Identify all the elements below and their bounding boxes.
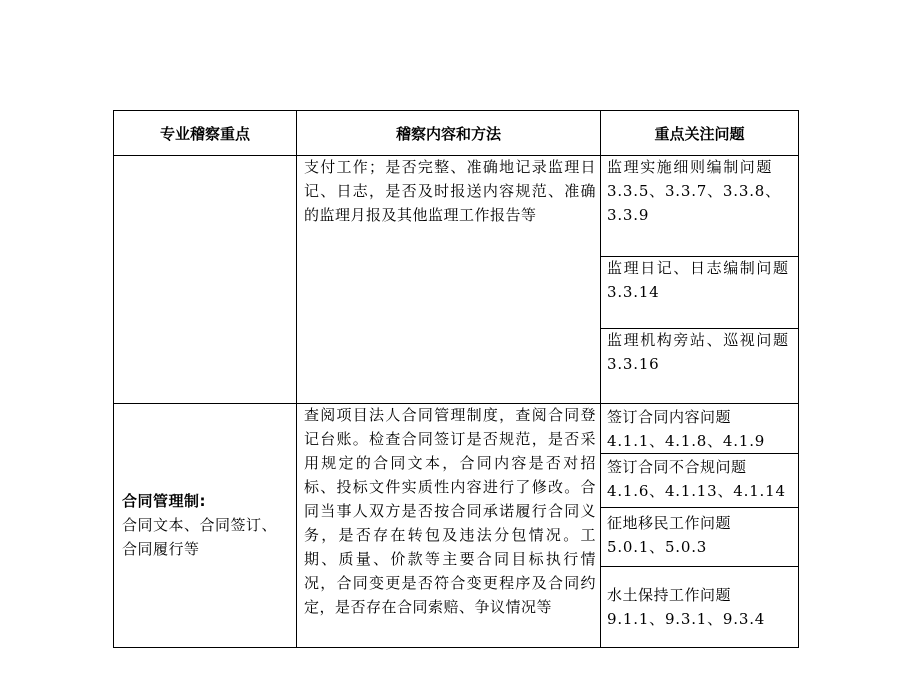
issue-codes: 4.1.6、4.1.13、4.1.14 — [607, 482, 786, 500]
issue-title: 签订合同不合规问题 — [607, 458, 747, 476]
column-divider — [296, 111, 297, 647]
row2-issue-2 — [607, 455, 795, 503]
row1-issue-1 — [607, 155, 795, 227]
issue-title: 监理机构旁站、巡视问题 — [607, 331, 790, 349]
issue-title: 水土保持工作问题 — [607, 586, 732, 604]
issue-title: 监理实施细则编制问题 — [607, 158, 774, 176]
inspection-table — [113, 110, 799, 648]
row1-content: 支付工作；是否完整、准确地记录监理日记、日志，是否及时报送内容规范、准确的监理月报及其他监理工作报告等 — [304, 158, 596, 224]
header-focus: 专业稽察重点 — [159, 124, 250, 143]
row1-issue-3 — [607, 328, 795, 376]
issue-codes: 3.3.16 — [607, 355, 660, 373]
issue-codes: 3.3.5、3.3.7、3.3.8、3.3.9 — [607, 182, 781, 224]
issue-divider — [600, 507, 798, 508]
issue-codes: 4.1.1、4.1.8、4.1.9 — [607, 432, 766, 450]
row2-issue-1 — [607, 405, 795, 453]
row1-issue-2 — [607, 256, 795, 304]
issue-title: 征地移民工作问题 — [607, 514, 732, 532]
issue-codes: 5.0.1、5.0.3 — [607, 538, 708, 556]
header-content: 稽察内容和方法 — [395, 124, 501, 143]
issue-divider — [600, 566, 798, 567]
header-issues: 重点关注问题 — [654, 124, 745, 143]
row2-issue-3 — [607, 511, 795, 559]
issue-title: 签订合同内容问题 — [607, 408, 732, 426]
issue-codes: 3.3.14 — [607, 283, 660, 301]
issue-divider — [600, 453, 798, 454]
focus-title: 合同管理制: — [122, 492, 206, 510]
row2-issue-4 — [607, 583, 795, 631]
row2-focus — [122, 489, 292, 561]
focus-detail: 合同文本、合同签订、合同履行等 — [122, 516, 278, 558]
issue-codes: 9.1.1、9.3.1、9.3.4 — [607, 610, 766, 628]
issue-title: 监理日记、日志编制问题 — [607, 259, 790, 277]
row2-content: 查阅项目法人合同管理制度，查阅合同登记台账。检查合同签订是否规范，是否采用规定的合同文本，合同内容是否对招标、投标文件实质性内容进行了修改。合同当事人双方是否按合同承诺履行合同义务，是否存在转包及违法分包情况。工期、质量、价款等主要合同目标执行情况，合同变更是否符合变更程序及合同约定，是否存在合同索赔、争议情况等 — [304, 406, 596, 616]
